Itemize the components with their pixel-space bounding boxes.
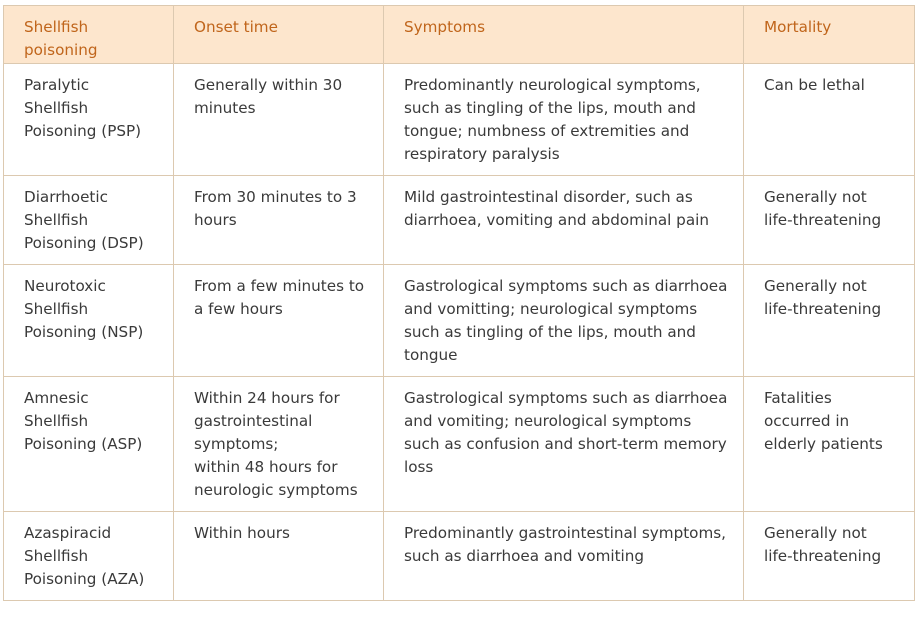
header-shellfish-poisoning: Shellfish poisoning [4, 6, 174, 64]
cell-poisoning-type: Amnesic Shellfish Poisoning (ASP) [4, 377, 174, 512]
cell-onset-time: From 30 minutes to 3 hours [174, 176, 384, 265]
cell-mortality: Fatalities occurred in elderly patients [744, 377, 915, 512]
header-onset-time: Onset time [174, 6, 384, 64]
cell-onset-time: Within hours [174, 512, 384, 601]
cell-symptoms: Mild gastrointestinal disorder, such as diarrhoea, vomiting and abdominal pain [384, 176, 744, 265]
cell-mortality: Generally not life-threatening [744, 512, 915, 601]
cell-mortality: Generally not life-threatening [744, 176, 915, 265]
cell-mortality: Generally not life-threatening [744, 265, 915, 377]
shellfish-poisoning-table [3, 5, 915, 601]
table-body [4, 64, 915, 601]
cell-onset-time: From a few minutes to a few hours [174, 265, 384, 377]
cell-onset-time: Generally within 30 minutes [174, 64, 384, 176]
table-row [4, 176, 915, 265]
table-row [4, 512, 915, 601]
cell-symptoms: Predominantly gastrointestinal symptoms, such as diarrhoea and vomiting [384, 512, 744, 601]
cell-poisoning-type: Diarrhoetic Shellfish Poisoning (DSP) [4, 176, 174, 265]
cell-mortality: Can be lethal [744, 64, 915, 176]
table-header [4, 6, 915, 64]
cell-symptoms: Predominantly neurological symptoms, such as tingling of the lips, mouth and tongue; numbness of extremities and respiratory paralysis [384, 64, 744, 176]
cell-poisoning-type: Neurotoxic Shellfish Poisoning (NSP) [4, 265, 174, 377]
header-symptoms: Symptoms [384, 6, 744, 64]
table-row [4, 64, 915, 176]
cell-symptoms: Gastrological symptoms such as diarrhoea and vomitting; neurological symptoms such as tingling of the lips, mouth and tongue [384, 265, 744, 377]
cell-poisoning-type: Paralytic Shellfish Poisoning (PSP) [4, 64, 174, 176]
cell-poisoning-type: Azaspiracid Shellfish Poisoning (AZA) [4, 512, 174, 601]
header-mortality: Mortality [744, 6, 915, 64]
table-row [4, 265, 915, 377]
cell-symptoms: Gastrological symptoms such as diarrhoea and vomiting; neurological symptoms such as confusion and short-term memory loss [384, 377, 744, 512]
cell-onset-time: Within 24 hours for gastrointestinal symptoms; within 48 hours for neurologic symptoms [174, 377, 384, 512]
header-row [4, 6, 915, 64]
table-row [4, 377, 915, 512]
